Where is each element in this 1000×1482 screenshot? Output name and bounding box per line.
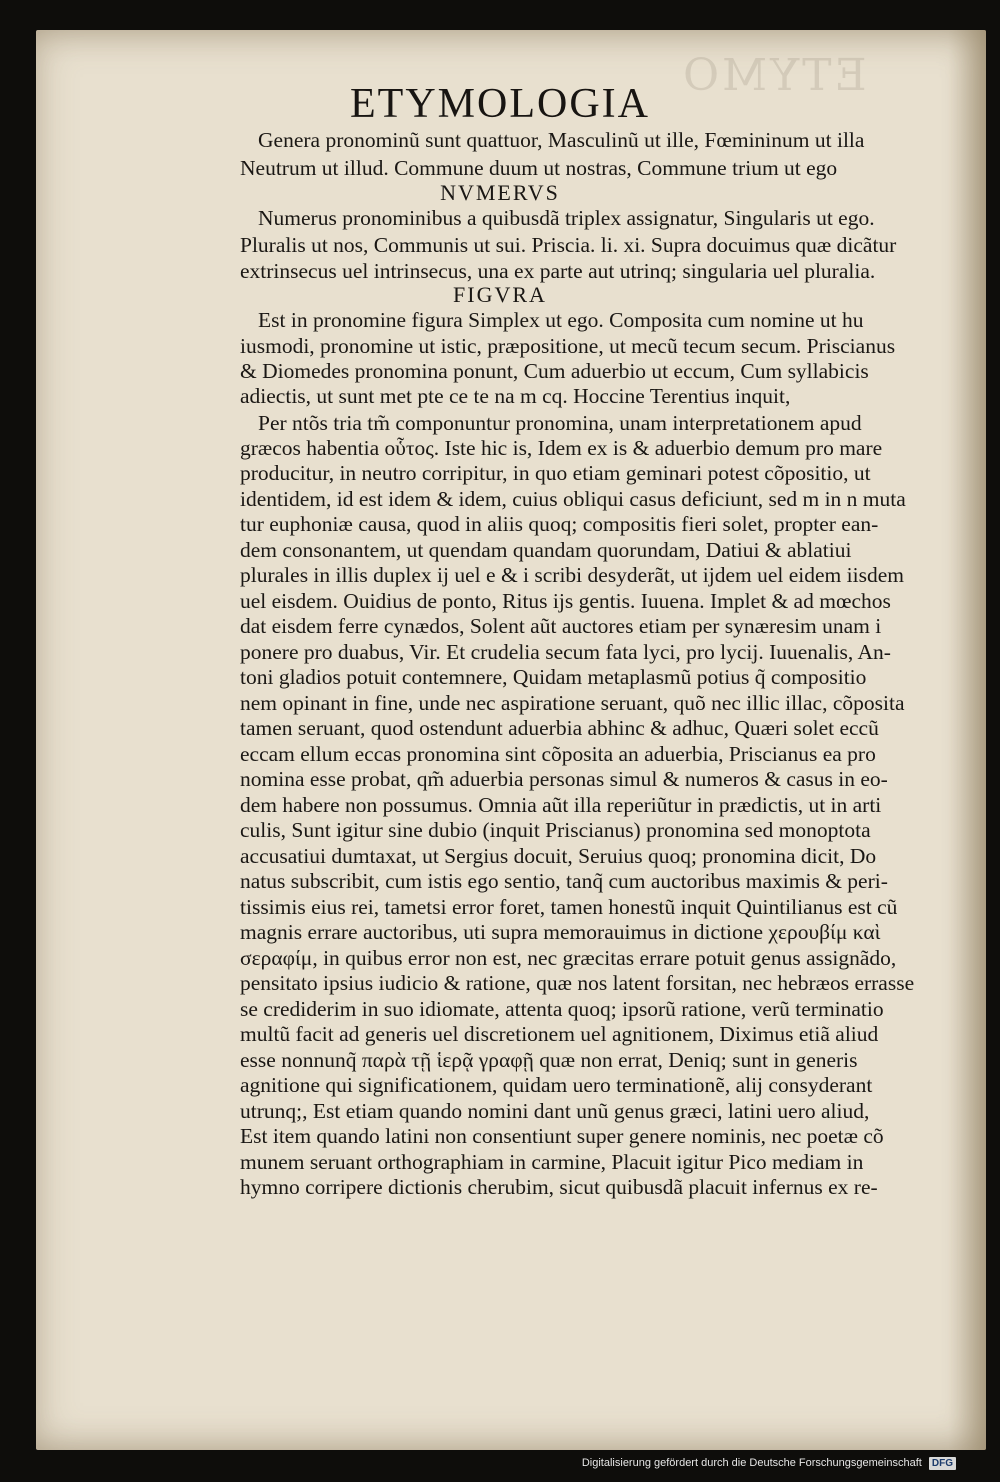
- bleed-through-heading: ETYMO: [680, 50, 867, 101]
- text-line: Est in pronomine figura Simplex ut ego. Composita cum nomine ut hu: [258, 308, 864, 332]
- text-line: culis, Sunt igitur sine dubio (inquit Priscianus) pronomina sed monoptota: [240, 818, 871, 842]
- section-heading-numerus: NVMERVS: [440, 180, 560, 205]
- funding-credit-text: Digitalisierung gefördert durch die Deutsche Forschungsgemeinschaft: [581, 1457, 922, 1469]
- text-line: & Diomedes pronomina ponunt, Cum aduerbio ut eccum, Cum syllabicis: [240, 359, 869, 383]
- text-line: Est item quando latini non consentiunt super genere nominis, nec poetæ cõ: [240, 1124, 884, 1148]
- text-line: adiectis, ut sunt met pte ce te na m cq. Hoccine Terentius inquit,: [240, 384, 791, 408]
- text-line: nomina esse probat, qm̃ aduerbia personas simul & numeros & casus in eo-: [240, 767, 888, 791]
- text-line: Neutrum ut illud. Commune duum ut nostras, Commune trium ut ego: [240, 156, 838, 180]
- text-line: extrinsecus uel intrinsecus, una ex parte aut utrinq; singularia uel pluralia.: [240, 259, 876, 283]
- text-line: munem seruant orthographiam in carmine, Placuit igitur Pico mediam in: [240, 1150, 864, 1174]
- text-line: utrunq;, Est etiam quando nomini dant unũ genus græci, latini uero aliud,: [240, 1099, 870, 1123]
- text-line: producitur, in neutro corripitur, in quo etiam geminari potest cõpositio, ut: [240, 461, 871, 485]
- text-line: tissimis eius rei, tametsi error foret, tamen honestũ inquit Quintilianus est cũ: [240, 895, 898, 919]
- text-line: tamen seruant, quod ostendunt aduerbia abhinc & adhuc, Quæri solet eccũ: [240, 716, 879, 740]
- text-line: iusmodi, pronomine ut istic, præpositione, ut mecũ tecum secum. Priscianus: [240, 334, 896, 358]
- text-line: se crediderim in suo idiomate, attenta quoq; ipsorũ ratione, verũ terminatio: [240, 997, 884, 1021]
- text-line: identidem, id est idem & idem, cuius obliqui casus deficiunt, sed m in n muta: [240, 487, 906, 511]
- text-line: agnitione qui significationem, quidam uero terminationẽ, alij consyderant: [240, 1073, 873, 1097]
- text-line: σεραφίμ, in quibus error non est, nec græcitas errare potuit genus assignãdo,: [240, 946, 897, 970]
- text-line: tur euphoniæ causa, quod in aliis quoq; compositis fieri solet, propter ean-: [240, 512, 879, 536]
- text-line: Pluralis ut nos, Communis ut sui. Priscia. li. xi. Supra docuimus quæ dicãtur: [240, 233, 897, 257]
- text-line: uel eisdem. Ouidius de ponto, Ritus ijs gentis. Iuuena. Implet & ad mœchos: [240, 589, 891, 613]
- text-line: natus subscribit, cum istis ego sentio, tanq̃ cum auctoribus maximis & peri-: [240, 869, 888, 893]
- text-line: græcos habentia οὗτος. Iste hic is, Idem ex is & aduerbio demum pro mare: [240, 436, 883, 460]
- text-line: eccam ellum eccas pronomina sint cõposita an aduerbia, Priscianus ea pro: [240, 742, 876, 766]
- text-line: dat eisdem ferre cynædos, Solent aũt auctores etiam per synæresim unam i: [240, 614, 882, 638]
- text-line: dem consonantem, ut quendam quandam quorundam, Datiui & ablatiui: [240, 538, 852, 562]
- text-line: dem habere non possumus. Omnia aũt illa reperiũtur in prædictis, ut in arti: [240, 793, 882, 817]
- dfg-logo: DFG: [929, 1457, 956, 1470]
- text-line: pensitato ipsius iudicio & ratione, quæ nos latent forsitan, nec hebræos errasse: [240, 971, 915, 995]
- text-line: Per ntõs tria tm̃ componuntur pronomina, unam interpretationem apud: [258, 411, 862, 435]
- text-line: magnis errare auctoribus, uti supra memorauimus in dictione χερουβίμ καὶ: [240, 920, 881, 944]
- text-line: nem opinant in fine, unde nec aspiratione seruant, quõ nec illic illac, cõposita: [240, 691, 905, 715]
- text-line: Numerus pronominibus a quibusdã triplex assignatur, Singularis ut ego.: [258, 206, 875, 230]
- text-line: ponere pro duabus, Vir. Et crudelia secum fata lyci, pro lycij. Iuuenalis, An-: [240, 640, 891, 664]
- text-line: accusatiui dumtaxat, ut Sergius docuit, Seruius quoq; pronomina dicit, Do: [240, 844, 877, 868]
- text-line: Genera pronominũ sunt quattuor, Masculinũ ut ille, Fœmininum ut illa: [258, 128, 865, 152]
- text-line: hymno corripere dictionis cherubim, sicut quibusdã placuit infernus ex re-: [240, 1175, 878, 1199]
- text-line: plurales in illis duplex ij uel e & i scribi desyderãt, ut ijdem uel eidem iisdem: [240, 563, 904, 587]
- funding-credit: [582, 1457, 956, 1470]
- text-line: multũ facit ad generis uel discretionem uel agnitionem, Diximus etiã aliud: [240, 1022, 879, 1046]
- section-heading-figura: FIGVRA: [453, 282, 547, 307]
- running-head: ETYMOLOGIA: [350, 81, 650, 127]
- text-line: esse nonnunq̃ παρὰ τῇ ἱερᾷ γραφῇ quæ non errat, Deniq; sunt in generis: [240, 1048, 858, 1072]
- text-line: toni gladios potuit contemnere, Quidam metaplasmũ potius q̃ compositio: [240, 665, 867, 689]
